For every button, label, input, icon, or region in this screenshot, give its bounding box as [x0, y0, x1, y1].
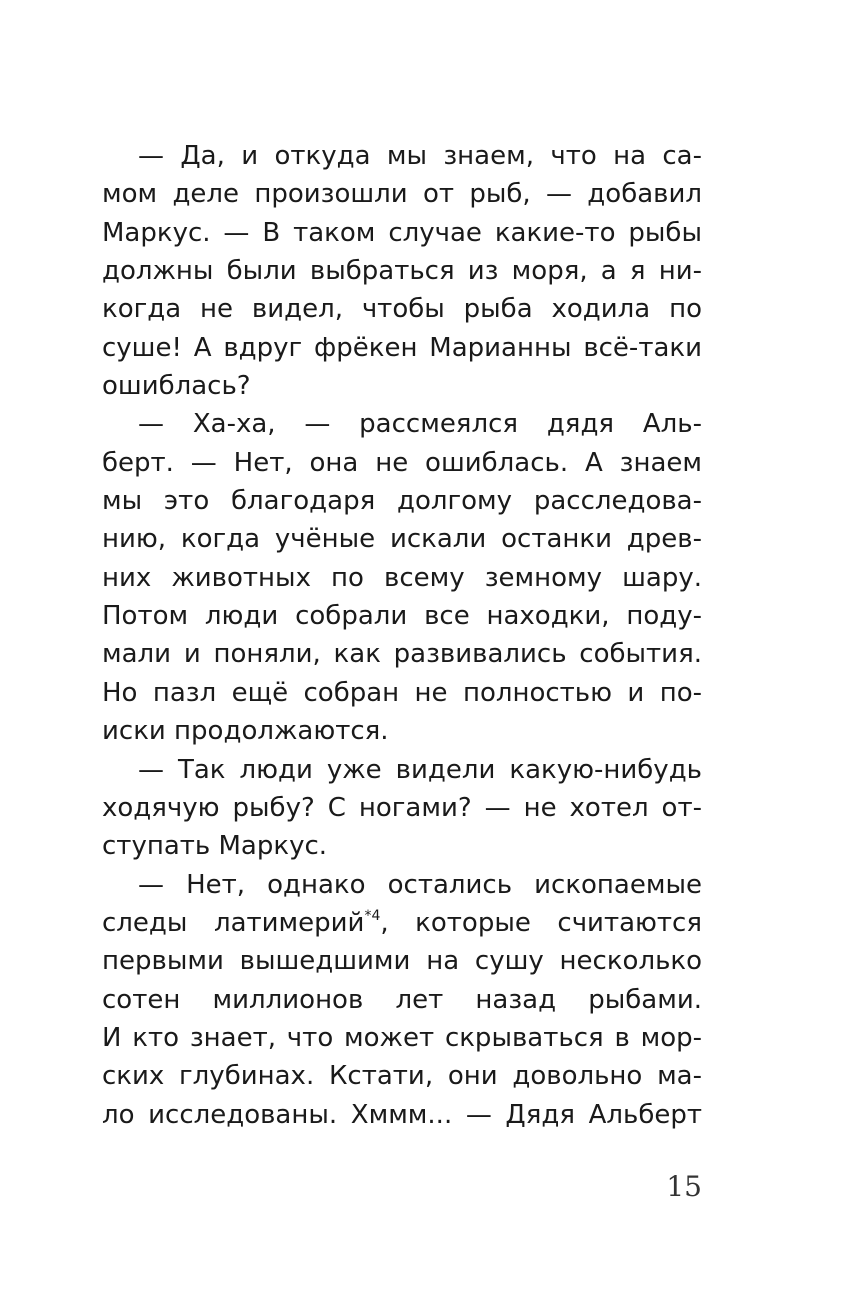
page-text — [102, 137, 702, 1134]
text-line: иски продолжаются. — [102, 716, 389, 747]
text-line: первыми вышедшими на сушу несколько — [102, 946, 702, 977]
page-number: 15 — [666, 1170, 702, 1203]
text-line-with-footnote — [102, 904, 702, 942]
text-line: мы это благодаря долгому расследова- — [102, 486, 702, 517]
text-line: когда не видел, чтобы рыба ходила по — [102, 294, 702, 325]
text-segment: следы латимерий — [102, 907, 365, 938]
text-segment: , которые считаются — [380, 907, 702, 938]
text-line: берт. — Нет, она не ошиблась. А знаем — [102, 447, 702, 478]
text-line: нию, когда учёные искали останки древ- — [102, 524, 702, 555]
text-line: — Нет, однако остались ископаемые — [138, 869, 702, 900]
text-line: них животных по всему земному шару. — [102, 562, 702, 593]
text-line: — Ха-ха, — рассмеялся дядя Аль- — [138, 409, 702, 440]
text-line: ступать Маркус. — [102, 831, 328, 862]
text-line: Потом люди собрали все находки, поду- — [102, 601, 702, 632]
text-line: ошиблась? — [102, 371, 251, 402]
text-line: Но пазл ещё собран не полностью и по- — [102, 677, 702, 708]
footnote-marker: *4 — [364, 907, 381, 924]
text-line: сотен миллионов лет назад рыбами. — [102, 984, 702, 1015]
text-line: ских глубинах. Кстати, они довольно ма- — [102, 1061, 702, 1092]
text-line: суше! А вдруг фрёкен Марианны всё-таки — [102, 332, 702, 363]
text-line: мали и поняли, как развивались события. — [102, 639, 702, 670]
text-line: должны были выбраться из моря, а я ни- — [102, 256, 702, 287]
text-line: ло исследованы. Хммм... — Дядя Альберт — [102, 1099, 702, 1130]
text-line: И кто знает, что может скрываться в мор- — [102, 1022, 702, 1053]
text-line: — Так люди уже видели какую-нибудь — [138, 754, 702, 785]
text-line: — Да, и откуда мы знаем, что на са- — [138, 141, 702, 171]
text-line: ходячую рыбу? С ногами? — не хотел от- — [102, 792, 702, 823]
text-line: Маркус. — В таком случае какие-то рыбы — [102, 217, 702, 248]
text-line: мом деле произошли от рыб, — добавил — [102, 179, 702, 210]
